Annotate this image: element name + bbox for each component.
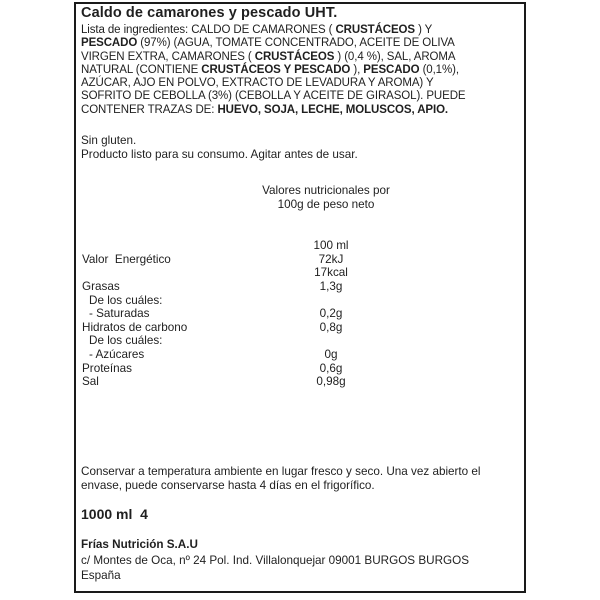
nutrition-row <box>82 307 518 321</box>
nutrition-row <box>82 280 518 294</box>
nutrition-heading-line-1: Valores nutricionales por <box>262 184 390 197</box>
nutrition-row-value: 1,3g <box>319 279 343 293</box>
product-label <box>74 2 526 593</box>
nutrition-row-label: Hidratos de carbono <box>82 320 188 334</box>
nutrition-row <box>82 362 518 376</box>
ingredients-line: PESCADO (97%) (AGUA, TOMATE CONCENTRADO, ACEITE DE OLIVA <box>81 37 455 50</box>
nutrition-row-value: 0g <box>324 348 338 362</box>
nutrition-heading <box>190 184 462 211</box>
claims-block <box>81 134 358 161</box>
storage-line-1: Conservar a temperatura ambiente en lugar fresco y seco. Una vez abierto el <box>81 465 481 478</box>
manufacturer-country: España <box>81 569 121 582</box>
ingredients-line: CONTENER TRAZAS DE: HUEVO, SOJA, LECHE, MOLUSCOS, APIO. <box>81 103 449 116</box>
nutrition-row-label: Valor Energético <box>82 252 171 266</box>
column-header-100ml: 100 ml <box>313 239 349 252</box>
nutrition-row <box>82 266 518 280</box>
ready-to-use-text: Producto listo para su consumo. Agitar antes de usar. <box>81 147 358 161</box>
storage-line-2: envase, puede conservarse hasta 4 días en el frigorífico. <box>81 478 375 492</box>
nutrition-row-label: Grasas <box>82 279 120 293</box>
manufacturer-block <box>81 537 469 584</box>
nutrition-row-label: Proteínas <box>82 361 133 375</box>
nutrition-column-header-row <box>82 239 518 253</box>
nutrition-row-label: De los cuáles: <box>89 334 163 348</box>
nutrition-row-label: Sal <box>82 375 99 389</box>
ingredients-line: AZÚCAR, AJO EN POLVO, EXTRACTO DE LEVADURA Y AROMA) Y <box>81 77 434 90</box>
nutrition-row-value: 0,98g <box>316 375 346 389</box>
manufacturer-address: c/ Montes de Oca, nº 24 Pol. Ind. Villalonquejar 09001 BURGOS BURGOS <box>81 553 469 567</box>
storage-instructions <box>81 465 481 493</box>
nutrition-row-value: 72kJ <box>318 252 344 266</box>
nutrition-row-label: - Saturadas <box>89 307 150 321</box>
gluten-free-text: Sin gluten. <box>81 134 137 147</box>
ingredients-line: VIRGEN EXTRA, CAMARONES ( CRUSTÁCEOS ) (0,4 %), SAL, AROMA <box>81 50 456 63</box>
nutrition-row <box>82 294 518 308</box>
nutrition-row-value: 17kcal <box>314 266 348 280</box>
nutrition-row <box>82 321 518 335</box>
nutrition-row <box>82 334 518 348</box>
nutrition-table <box>82 239 518 389</box>
manufacturer-name: Frías Nutrición S.A.U <box>81 538 198 551</box>
nutrition-heading-line-2: 100g de peso neto <box>277 197 375 211</box>
nutrition-row-label: De los cuáles: <box>89 293 163 307</box>
nutrition-row-value: 0,2g <box>319 307 343 321</box>
net-quantity: 1000 ml 4 <box>81 506 148 522</box>
nutrition-row-label: - Azúcares <box>89 348 145 362</box>
nutrition-rows <box>82 253 518 389</box>
nutrition-row-value: 0,6g <box>319 361 343 375</box>
product-title: Caldo de camarones y pescado UHT. <box>81 5 338 21</box>
nutrition-row <box>82 375 518 389</box>
nutrition-row <box>82 253 518 267</box>
ingredients-text <box>81 24 465 117</box>
ingredients-line: SOFRITO DE CEBOLLA (3%) (CEBOLLA Y ACEITE DE GIRASOL). PUEDE <box>81 90 466 103</box>
ingredients-line: Lista de ingredientes: CALDO DE CAMARONES ( CRUSTÁCEOS ) Y <box>81 24 433 36</box>
nutrition-row <box>82 348 518 362</box>
nutrition-row-value: 0,8g <box>319 320 343 334</box>
ingredients-line: NATURAL (CONTIENE CRUSTÁCEOS Y PESCADO ), PESCADO (0,1%), <box>81 63 459 76</box>
